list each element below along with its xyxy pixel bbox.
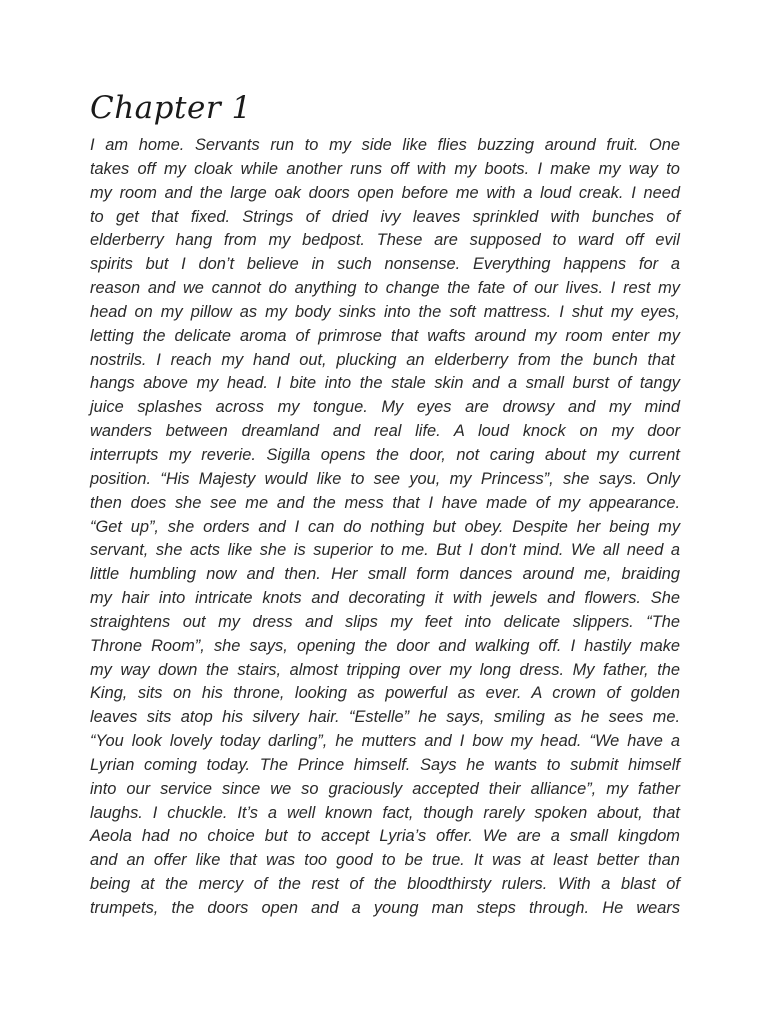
text-line: I am home. Servants run to my side like flies buzzing around fruit. One xyxy=(90,136,680,154)
text-line: King, sits on his throne, looking as powerful as ever. A crown of golden xyxy=(90,684,681,703)
text-line: servant, she acts like she is superior to me. But I don't mind. We all need a xyxy=(90,541,681,560)
text-line: wanders between dreamland and real life. A loud knock on my door xyxy=(90,422,681,441)
text-line: nostrils. I reach my hand out, plucking an elderberry from the bunch that xyxy=(90,350,675,369)
text-line: Lyrian coming today. The Prince himself. Says he wants to submit himself xyxy=(90,755,680,774)
text-line: Aeola had no choice but to accept Lyria’s offer. We are a small kingdom xyxy=(90,827,680,846)
text-line: then does she see me and the mess that I have made of my appearance. xyxy=(90,493,680,512)
text-line: to get that fixed. Strings of dried ivy leaves sprinkled with bunches of xyxy=(90,207,681,226)
chapter-body-text xyxy=(90,134,680,921)
text-line: hangs above my head. I bite into the stale skin and a small burst of tangy xyxy=(90,374,680,393)
text-line: reason and we cannot do anything to change the fate of our lives. I rest my xyxy=(90,279,680,298)
text-line: being at the mercy of the rest of the bloodthirsty rulers. With a blast of xyxy=(90,875,680,894)
text-line: Throne Room”, she says, opening the door and walking off. I hastily make xyxy=(90,636,681,655)
text-line: straightens out my dress and slips my feet into delicate slippers. “The xyxy=(90,612,680,631)
text-line: trumpets, the doors open and a young man steps through. He wears xyxy=(90,899,681,917)
text-line: little humbling now and then. Her small form dances around me, braiding xyxy=(90,565,680,584)
text-line: leaves sits atop his silvery hair. “Estelle” he says, smiling as he sees me. xyxy=(90,708,681,727)
text-line: head on my pillow as my body sinks into the soft mattress. I shut my eyes, xyxy=(90,302,680,321)
chapter-title: Chapter 1 xyxy=(90,90,252,126)
text-line: elderberry hang from my bedpost. These are supposed to ward off evil xyxy=(90,231,680,250)
text-line: my hair into intricate knots and decorating it with jewels and flowers. She xyxy=(90,589,680,608)
text-line: takes off my cloak while another runs off with my boots. I make my way to xyxy=(90,159,680,178)
text-line: my way down the stairs, almost tripping over my long dress. My father, the xyxy=(90,660,680,679)
text-line: laughs. I chuckle. It’s a well known fact, though rarely spoken about, that xyxy=(90,803,680,822)
text-line: interrupts my reverie. Sigilla opens the door, not caring about my current xyxy=(90,445,680,464)
text-line: letting the delicate aroma of primrose that wafts around my room enter my xyxy=(90,326,680,345)
text-line: and an offer like that was too good to be true. It was at least better than xyxy=(90,851,680,870)
text-line: my room and the large oak doors open before me with a loud creak. I need xyxy=(90,183,680,202)
text-line: juice splashes across my tongue. My eyes are drowsy and my mind xyxy=(90,398,680,417)
text-line: “Get up”, she orders and I can do nothing but obey. Despite her being my xyxy=(90,517,681,536)
text-line: position. “His Majesty would like to see you, my Princess”, she says. Only xyxy=(90,469,681,488)
text-line: spirits but I don’t believe in such nonsense. Everything happens for a xyxy=(90,255,680,274)
text-line: “You look lovely today darling”, he mutters and I bow my head. “We have a xyxy=(90,732,681,751)
text-line: into our service since we so graciously accepted their alliance”, my father xyxy=(90,779,680,798)
